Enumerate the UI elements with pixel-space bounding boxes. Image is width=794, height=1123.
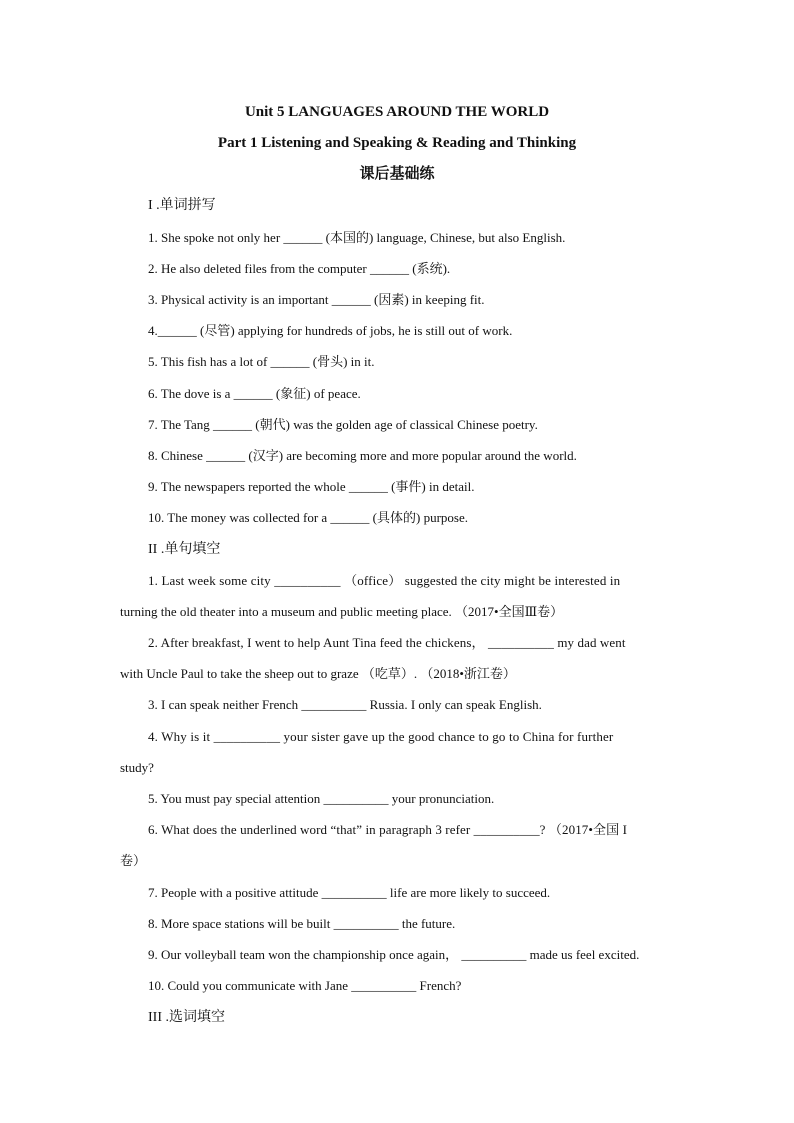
sentence-item-2-line-2: with Uncle Paul to take the sheep out to graze （吃草）. （2018•浙江卷）	[120, 666, 516, 681]
word-spelling-item: 8. Chinese ______ (汉字) are becoming more and more popular around the world.	[148, 448, 577, 463]
sentence-item-8: 8. More space stations will be built __________ the future.	[148, 916, 456, 931]
word-spelling-item: 1. She spoke not only her ______ (本国的) language, Chinese, but also English.	[148, 230, 566, 245]
word-spelling-item: 7. The Tang ______ (朝代) was the golden age of classical Chinese poetry.	[148, 417, 538, 432]
word-spelling-item: 4.______ (尽管) applying for hundreds of jobs, he is still out of work.	[148, 323, 513, 338]
sentence-item-5: 5. You must pay special attention __________ your pronunciation.	[148, 791, 495, 806]
sentence-item-4-line-2: study?	[120, 760, 154, 775]
sentence-item-4-line-1: 4. Why is it __________ your sister gave up the good chance to go to China for further	[148, 729, 614, 744]
word-spelling-item: 5. This fish has a lot of ______ (骨头) in it.	[148, 354, 375, 369]
sentence-item-6-line-2: 卷）	[120, 853, 147, 868]
section-1-heading: I .单词拼写	[148, 198, 216, 213]
sentence-item-2-line-1: 2. After breakfast, I went to help Aunt Tina feed the chickens， __________ my dad went	[148, 635, 626, 650]
sentence-item-7: 7. People with a positive attitude __________ life are more likely to succeed.	[148, 885, 551, 900]
unit-title: Unit 5 LANGUAGES AROUND THE WORLD	[244, 104, 550, 120]
sentence-item-1-line-2: turning the old theater into a museum and public meeting place. （2017•全国Ⅲ卷）	[120, 604, 564, 619]
section-subtitle: 课后基础练	[359, 166, 435, 182]
word-spelling-item: 3. Physical activity is an important ______ (因素) in keeping fit.	[148, 292, 485, 307]
section-3-heading: III .选词填空	[148, 1010, 225, 1025]
word-spelling-item: 2. He also deleted files from the computer ______ (系统).	[148, 261, 451, 276]
section-2-heading: II .单句填空	[148, 542, 221, 557]
sentence-item-3: 3. I can speak neither French __________ Russia. I only can speak English.	[148, 697, 542, 712]
sentence-item-10: 10. Could you communicate with Jane __________ French?	[148, 978, 462, 993]
sentence-item-9: 9. Our volleyball team won the championship once again， __________ made us feel excited.	[148, 947, 640, 962]
sentence-item-1-line-1: 1. Last week some city __________ （office） suggested the city might be interested in	[148, 573, 621, 588]
word-spelling-item: 10. The money was collected for a ______ (具体的) purpose.	[148, 510, 468, 525]
word-spelling-item: 9. The newspapers reported the whole ______ (事件) in detail.	[148, 479, 475, 494]
sentence-item-6-line-1: 6. What does the underlined word “that” in paragraph 3 refer __________? （2017•全国 I	[148, 822, 628, 837]
word-spelling-item: 6. The dove is a ______ (象征) of peace.	[148, 386, 361, 401]
part-title: Part 1 Listening and Speaking & Reading and Thinking	[217, 135, 577, 151]
